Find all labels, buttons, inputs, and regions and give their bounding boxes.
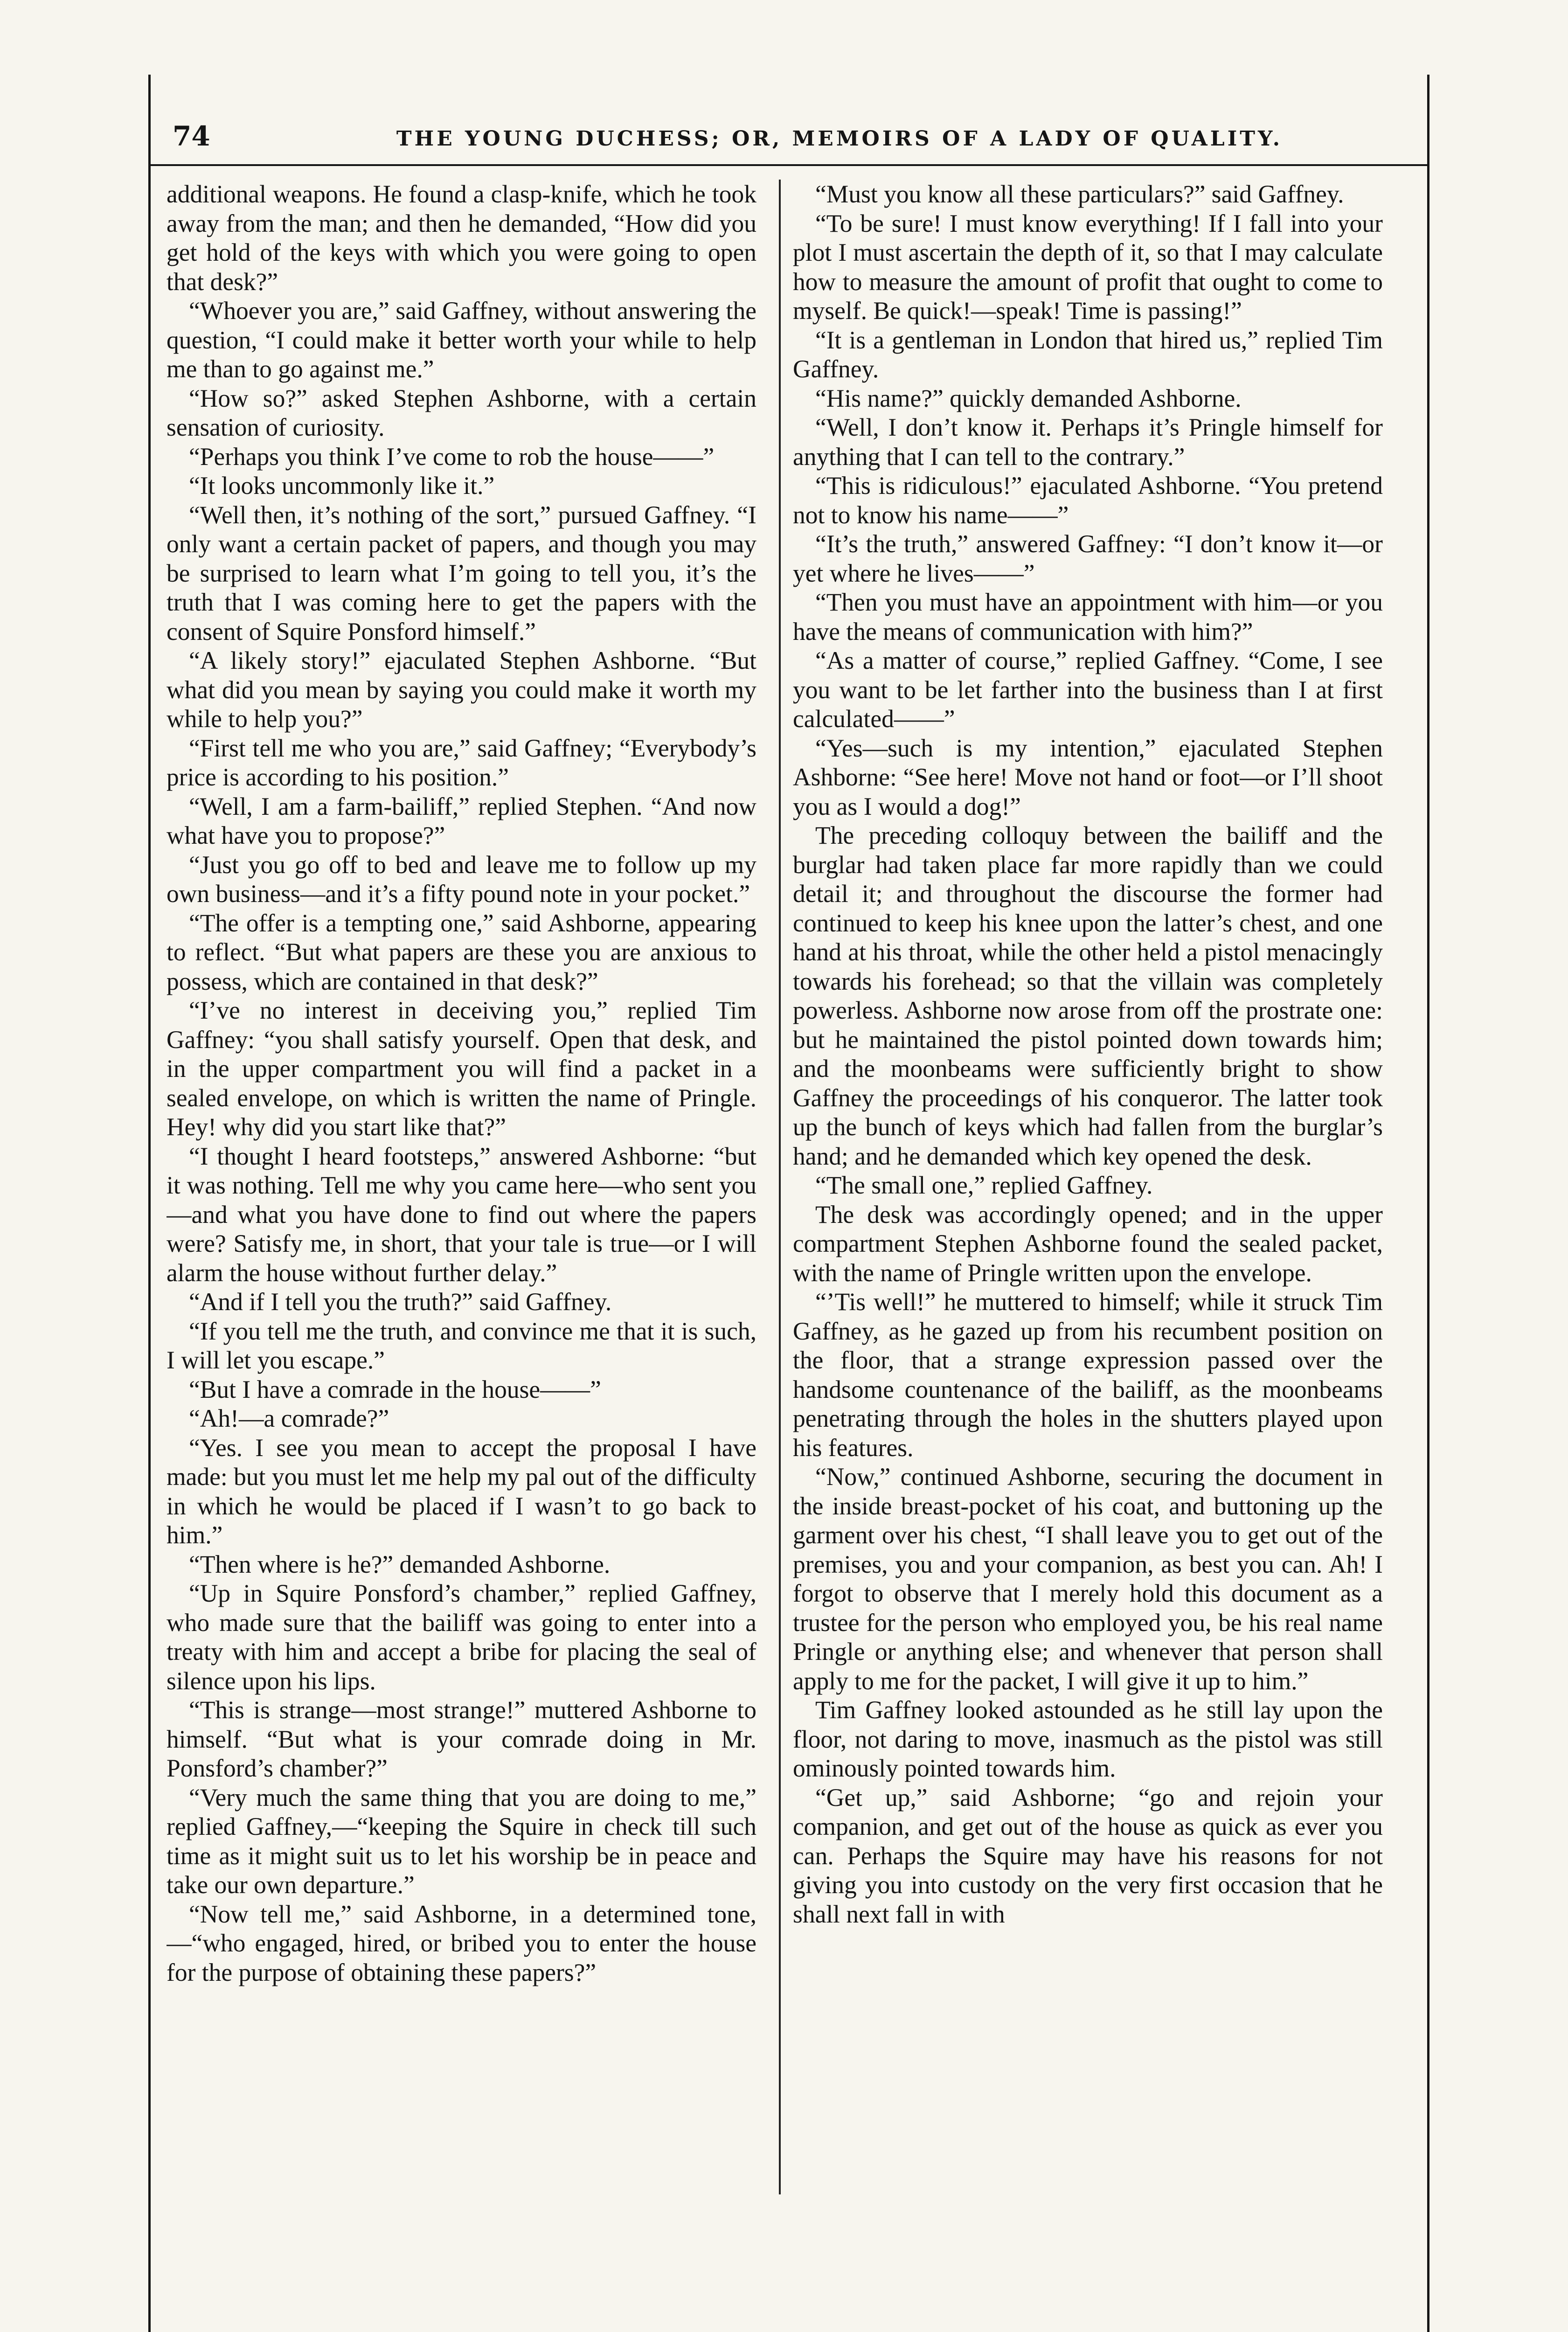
paragraph: “’Tis well!” he muttered to himself; while it struck Tim Gaffney, as he gazed up from his recumbent position on the floor, that a strange expression passed over the handsome countenance of the bailiff, as the moonbeams penetrating through the holes in the shutters played upon his features. xyxy=(793,1288,1383,1462)
paragraph: “How so?” asked Stephen Ashborne, with a certain sensation of curiosity. xyxy=(167,384,756,441)
paragraph: “It is a gentleman in London that hired us,” replied Tim Gaffney. xyxy=(793,326,1383,383)
paragraph: Tim Gaffney looked astounded as he still lay upon the floor, not daring to move, inasmuch as the pistol was still ominously pointed towards him. xyxy=(793,1696,1383,1782)
page-header xyxy=(173,116,1413,158)
paragraph: “It looks uncommonly like it.” xyxy=(189,472,495,500)
paragraph: “Perhaps you think I’ve come to rob the house——” xyxy=(189,442,715,471)
page-number: 74 xyxy=(173,120,210,152)
paragraph: “Then where is he?” demanded Ashborne. xyxy=(189,1550,611,1578)
paragraph: “First tell me who you are,” said Gaffney; “Everybody’s price is according to his position.” xyxy=(167,734,756,791)
paragraph: “Must you know all these particulars?” said Gaffney. xyxy=(815,180,1344,208)
paragraph: “If you tell me the truth, and convince me that it is such, I will let you escape.” xyxy=(167,1317,756,1374)
paragraph: “Well, I am a farm-bailiff,” replied Stephen. “And now what have you to propose?” xyxy=(167,792,756,849)
paragraph: “As a matter of course,” replied Gaffney. “Come, I see you want to be let farther into the business than I at first calculated——” xyxy=(793,646,1383,733)
paragraph: “His name?” quickly demanded Ashborne. xyxy=(815,384,1242,412)
paragraph: “Just you go off to bed and leave me to follow up my own business—and it’s a fifty pound note in your pocket.” xyxy=(167,850,756,908)
running-title: THE YOUNG DUCHESS; OR, MEMOIRS OF A LADY OF QUALITY. xyxy=(396,127,1283,151)
paragraph: “It’s the truth,” answered Gaffney: “I don’t know it—or yet where he lives——” xyxy=(793,530,1383,587)
left-column xyxy=(167,180,756,2199)
header-rule xyxy=(148,164,1429,166)
paragraph: “This is strange—most strange!” muttered Ashborne to himself. “But what is your comrade doing in Mr. Ponsford’s chamber?” xyxy=(167,1696,756,1782)
paragraph: “Now,” continued Ashborne, securing the document in the inside breast-pocket of his coat, and buttoning up the garment over his chest, “I shall leave you to get out of the premises, you and your companion, as best you can. Ah! I forgot to observe that I merely hold this document as a trustee for the person who employed you, be his real name Pringle or anything else; and whenever that person shall apply to me for the packet, I will give it up to him.” xyxy=(793,1463,1383,1695)
paragraph: “Whoever you are,” said Gaffney, without answering the question, “I could make it better worth your while to help me than to go against me.” xyxy=(167,297,756,383)
paragraph: “I thought I heard footsteps,” answered Ashborne: “but it was nothing. Tell me why you came here—who sent you—and what you have done to find out where the papers were? Satisfy me, in short, that your tale is true—or I will alarm the house without further delay.” xyxy=(167,1142,756,1287)
paragraph: The preceding colloquy between the bailiff and the burglar had taken place far more rapidly than we could detail it; and throughout the discourse the former had continued to keep his knee upon the latter’s chest, and one hand at his throat, while the other held a pistol menacingly towards his forehead; so that the villain was completely powerless. Ashborne now arose from off the prostrate one: but he maintained the pistol pointed down towards him; and the moonbeams were sufficiently bright to show Gaffney the proceedings of his conqueror. The latter took up the bunch of keys which had fallen from the burglar’s hand; and he demanded which key opened the desk. xyxy=(793,821,1383,1170)
paragraph: “Yes. I see you mean to accept the proposal I have made: but you must let me help my pal out of the difficulty in which he would be placed if I wasn’t to go back to him.” xyxy=(167,1433,756,1549)
paragraph: “Yes—such is my intention,” ejaculated Stephen Ashborne: “See here! Move not hand or foot—or I’ll shoot you as I would a dog!” xyxy=(793,734,1383,820)
paragraph: “Well then, it’s nothing of the sort,” pursued Gaffney. “I only want a certain packet of papers, and though you may be surprised to learn what I’m going to tell you, it’s the truth that I was coming here to get the papers with the consent of Squire Ponsford himself.” xyxy=(167,500,756,645)
right-column xyxy=(793,180,1383,2199)
column-divider xyxy=(779,180,781,2194)
paragraph: “Get up,” said Ashborne; “go and rejoin your companion, and get out of the house as quick as ever you can. Perhaps the Squire may have his reasons for not giving you into custody on the very first occasion that he shall next fall in with xyxy=(793,1783,1383,1928)
paragraph: “Now tell me,” said Ashborne, in a determined tone,—“who engaged, hired, or bribed you to enter the house for the purpose of obtaining these papers?” xyxy=(167,1900,756,1986)
paragraph: “To be sure! I must know everything! If I fall into your plot I must ascertain the depth of it, so that I may calculate how to measure the amount of profit that ought to come to myself. Be quick!—speak! Time is passing!” xyxy=(793,209,1383,325)
paragraph: “Well, I don’t know it. Perhaps it’s Pringle himself for anything that I can tell to the contrary.” xyxy=(793,413,1383,471)
paragraph: additional weapons. He found a clasp-knife, which he took away from the man; and then he demanded, “How did you get hold of the keys with which you were going to open that desk?” xyxy=(167,180,756,296)
paragraph: “Then you must have an appointment with him—or you have the means of communication with him?” xyxy=(793,588,1383,645)
page-border-left xyxy=(148,75,151,2332)
paragraph: “I’ve no interest in deceiving you,” replied Tim Gaffney: “you shall satisfy yourself. Open that desk, and in the upper compartment you will find a packet in a sealed envelope, on which is written the name of Pringle. Hey! why did you start like that?” xyxy=(167,996,756,1141)
paragraph: “And if I tell you the truth?” said Gaffney. xyxy=(189,1288,612,1316)
paragraph: “A likely story!” ejaculated Stephen Ashborne. “But what did you mean by saying you could make it worth my while to help you?” xyxy=(167,646,756,733)
paragraph: “The offer is a tempting one,” said Ashborne, appearing to reflect. “But what papers are these you are anxious to possess, which are contained in that desk?” xyxy=(167,909,756,995)
paragraph: The desk was accordingly opened; and in the upper compartment Stephen Ashborne found the sealed packet, with the name of Pringle written upon the envelope. xyxy=(793,1200,1383,1287)
paragraph: “This is ridiculous!” ejaculated Ashborne. “You pretend not to know his name——” xyxy=(793,472,1383,529)
paragraph: “Up in Squire Ponsford’s chamber,” replied Gaffney, who made sure that the bailiff was going to enter into a treaty with him and accept a bribe for placing the seal of silence upon his lips. xyxy=(167,1579,756,1695)
paragraph: “But I have a comrade in the house——” xyxy=(189,1375,601,1403)
paragraph: “Ah!—a comrade?” xyxy=(189,1404,389,1432)
page-border-right xyxy=(1427,75,1429,2332)
paragraph: “Very much the same thing that you are doing to me,” replied Gaffney,—“keeping the Squire in check till such time as it might suit us to let his worship be in peace and take our own departure.” xyxy=(167,1783,756,1899)
paragraph: “The small one,” replied Gaffney. xyxy=(815,1171,1153,1199)
